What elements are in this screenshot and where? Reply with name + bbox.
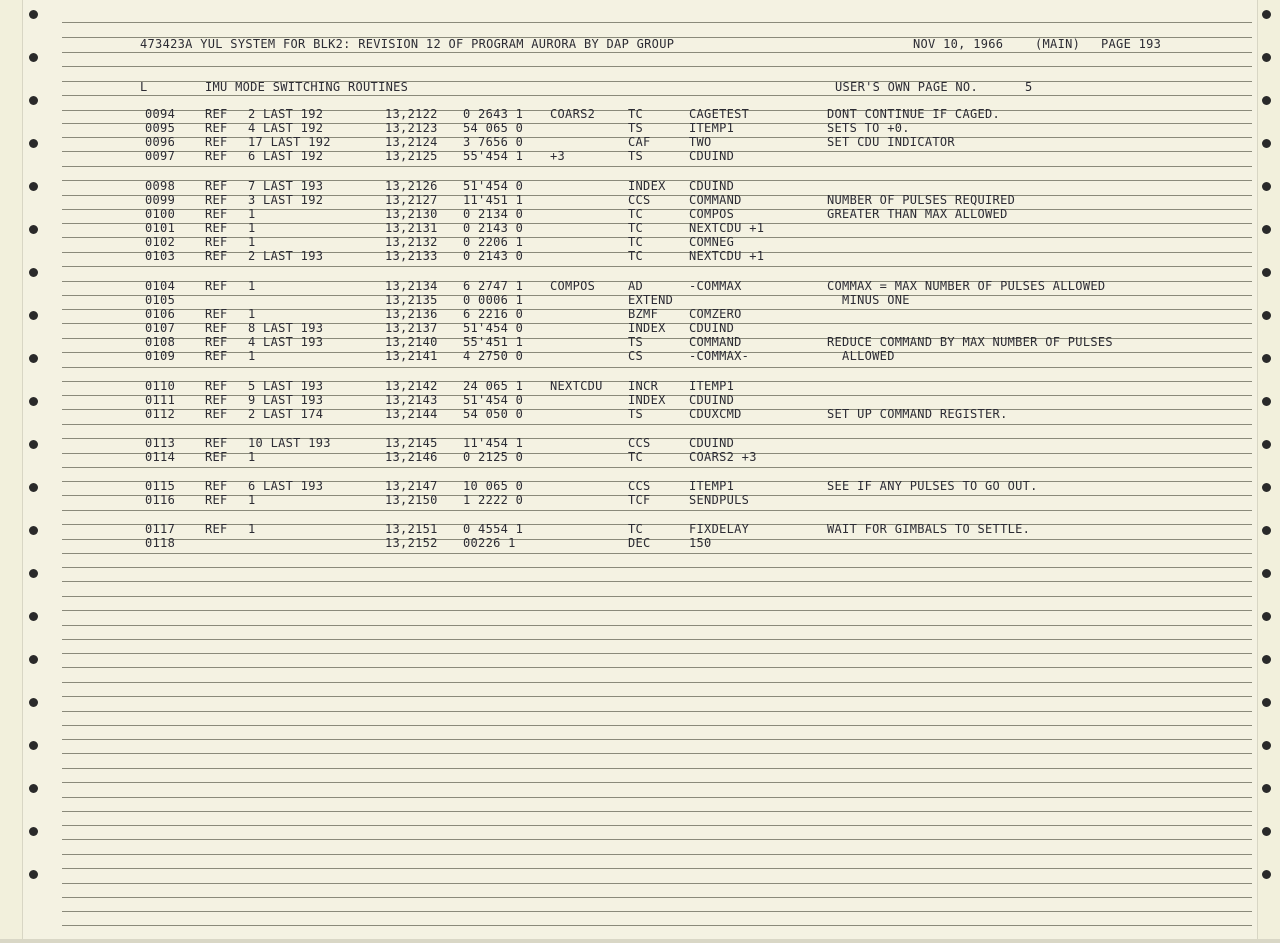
row-ref-info: 8 LAST 193: [248, 321, 324, 335]
ruled-line: [62, 266, 1252, 267]
ruled-line: [62, 897, 1252, 898]
row-operand: ITEMP1: [689, 121, 735, 135]
ruled-line: [62, 739, 1252, 740]
row-ref-marker: REF: [205, 307, 228, 321]
row-operand: TWO: [689, 135, 712, 149]
ruled-line: [62, 539, 1252, 540]
row-ref-marker: REF: [205, 393, 228, 407]
row-ref-info: 3 LAST 192: [248, 193, 324, 207]
row-ref-marker: REF: [205, 279, 228, 293]
row-address: 13,2150: [385, 493, 438, 507]
ruled-line: [62, 66, 1252, 67]
ruled-line: [62, 209, 1252, 210]
header-date: NOV 10, 1966: [913, 37, 1004, 51]
tractor-hole-right: [1262, 440, 1271, 449]
tractor-hole-right: [1262, 483, 1271, 492]
row-ref-marker: REF: [205, 121, 228, 135]
ruled-line: [62, 524, 1252, 525]
tractor-hole-right: [1262, 182, 1271, 191]
ruled-line: [62, 610, 1252, 611]
row-operand: COMMAND: [689, 335, 742, 349]
row-ref-marker: REF: [205, 149, 228, 163]
ruled-line: [62, 252, 1252, 253]
row-ref-marker: REF: [205, 522, 228, 536]
row-symbol-label: COMPOS: [550, 279, 596, 293]
tractor-hole-left: [29, 698, 38, 707]
row-opcode: EXTEND: [628, 293, 674, 307]
row-octal-code: 51'454 0: [463, 393, 524, 407]
ruled-line: [62, 596, 1252, 597]
row-ref-info: 10 LAST 193: [248, 436, 331, 450]
ruled-line: [62, 352, 1252, 353]
tractor-hole-left: [29, 827, 38, 836]
row-address: 13,2144: [385, 407, 438, 421]
ruled-line: [62, 639, 1252, 640]
row-opcode: TS: [628, 407, 644, 421]
row-comment: SETS TO +0.: [827, 121, 910, 135]
ruled-line: [62, 797, 1252, 798]
row-octal-code: 1 2222 0: [463, 493, 524, 507]
row-octal-code: 0 4554 1: [463, 522, 524, 536]
row-comment: SET UP COMMAND REGISTER.: [827, 407, 1008, 421]
ruled-line: [62, 911, 1252, 912]
tractor-hole-left: [29, 96, 38, 105]
row-operand: SENDPULS: [689, 493, 750, 507]
row-opcode: INDEX: [628, 393, 666, 407]
row-line-number: 0115: [145, 479, 176, 493]
row-address: 13,2146: [385, 450, 438, 464]
row-ref-info: 1: [248, 221, 256, 235]
row-operand: CDUIND: [689, 393, 735, 407]
row-opcode: TC: [628, 221, 644, 235]
row-line-number: 0104: [145, 279, 176, 293]
ruled-line: [62, 409, 1252, 410]
row-ref-info: 9 LAST 193: [248, 393, 324, 407]
row-address: 13,2126: [385, 179, 438, 193]
row-comment: COMMAX = MAX NUMBER OF PULSES ALLOWED: [827, 279, 1106, 293]
row-operand: -COMMAX: [689, 279, 742, 293]
row-line-number: 0114: [145, 450, 176, 464]
row-operand: COARS2 +3: [689, 450, 757, 464]
row-opcode: CCS: [628, 479, 651, 493]
tractor-hole-right: [1262, 870, 1271, 879]
ruled-line: [62, 237, 1252, 238]
row-octal-code: 0 2206 1: [463, 235, 524, 249]
ruled-line: [62, 725, 1252, 726]
row-address: 13,2143: [385, 393, 438, 407]
row-opcode: TS: [628, 335, 644, 349]
row-operand: CDUIND: [689, 321, 735, 335]
ruled-line: [62, 682, 1252, 683]
row-ref-info: 4 LAST 192: [248, 121, 324, 135]
tractor-hole-left: [29, 311, 38, 320]
tractor-hole-right: [1262, 741, 1271, 750]
ruled-line: [62, 495, 1252, 496]
ruled-line: [62, 581, 1252, 582]
row-opcode: CAF: [628, 135, 651, 149]
row-address: 13,2137: [385, 321, 438, 335]
ruled-line: [62, 367, 1252, 368]
row-opcode: TCF: [628, 493, 651, 507]
tractor-hole-left: [29, 741, 38, 750]
row-ref-info: 2 LAST 193: [248, 249, 324, 263]
row-octal-code: 54 050 0: [463, 407, 524, 421]
ruled-line: [62, 424, 1252, 425]
row-line-number: 0107: [145, 321, 176, 335]
ruled-line: [62, 883, 1252, 884]
row-ref-marker: REF: [205, 249, 228, 263]
tractor-hole-left: [29, 655, 38, 664]
row-ref-marker: REF: [205, 321, 228, 335]
row-operand: CDUIND: [689, 436, 735, 450]
row-operand: ITEMP1: [689, 379, 735, 393]
ruled-line: [62, 95, 1252, 96]
row-ref-marker: REF: [205, 479, 228, 493]
row-ref-marker: REF: [205, 450, 228, 464]
ruled-line: [62, 438, 1252, 439]
row-line-number: 0099: [145, 193, 176, 207]
row-octal-code: 11'451 1: [463, 193, 524, 207]
row-line-number: 0102: [145, 235, 176, 249]
row-ref-info: 17 LAST 192: [248, 135, 331, 149]
tractor-hole-right: [1262, 225, 1271, 234]
ruled-line: [62, 839, 1252, 840]
ruled-line: [62, 753, 1252, 754]
tractor-hole-right: [1262, 569, 1271, 578]
ruled-line: [62, 453, 1252, 454]
tractor-hole-left: [29, 53, 38, 62]
row-line-number: 0117: [145, 522, 176, 536]
ruled-line: [62, 467, 1252, 468]
row-operand: COMMAND: [689, 193, 742, 207]
tractor-hole-right: [1262, 784, 1271, 793]
ruled-line: [62, 110, 1252, 111]
row-operand: 150: [689, 536, 712, 550]
tractor-hole-right: [1262, 96, 1271, 105]
row-ref-info: 6 LAST 193: [248, 479, 324, 493]
section-marker: L: [140, 80, 148, 94]
ruled-line: [62, 811, 1252, 812]
row-opcode: TC: [628, 450, 644, 464]
row-ref-marker: REF: [205, 436, 228, 450]
ruled-line: [62, 868, 1252, 869]
row-octal-code: 0 2134 0: [463, 207, 524, 221]
ruled-line: [62, 925, 1252, 926]
row-opcode: INDEX: [628, 179, 666, 193]
tractor-hole-left: [29, 268, 38, 277]
ruled-line: [62, 768, 1252, 769]
tractor-hole-left: [29, 440, 38, 449]
tractor-hole-right: [1262, 139, 1271, 148]
row-line-number: 0097: [145, 149, 176, 163]
row-line-number: 0095: [145, 121, 176, 135]
row-address: 13,2140: [385, 335, 438, 349]
row-opcode: TC: [628, 522, 644, 536]
row-line-number: 0106: [145, 307, 176, 321]
row-line-number: 0096: [145, 135, 176, 149]
row-line-number: 0098: [145, 179, 176, 193]
row-address: 13,2152: [385, 536, 438, 550]
row-opcode: AD: [628, 279, 644, 293]
row-address: 13,2134: [385, 279, 438, 293]
row-operand: -COMMAX-: [689, 349, 750, 363]
tractor-hole-right: [1262, 526, 1271, 535]
row-ref-info: 2 LAST 192: [248, 107, 324, 121]
row-address: 13,2125: [385, 149, 438, 163]
ruled-line: [62, 22, 1252, 23]
row-octal-code: 0 2125 0: [463, 450, 524, 464]
row-opcode: CCS: [628, 436, 651, 450]
row-address: 13,2131: [385, 221, 438, 235]
row-ref-marker: REF: [205, 379, 228, 393]
row-octal-code: 51'454 0: [463, 179, 524, 193]
row-octal-code: 6 2747 1: [463, 279, 524, 293]
row-ref-marker: REF: [205, 493, 228, 507]
user-page-number: 5: [1025, 80, 1033, 94]
row-comment: WAIT FOR GIMBALS TO SETTLE.: [827, 522, 1031, 536]
tractor-hole-right: [1262, 827, 1271, 836]
row-octal-code: 55'451 1: [463, 335, 524, 349]
row-ref-marker: REF: [205, 179, 228, 193]
row-opcode: TS: [628, 121, 644, 135]
ruled-line: [62, 151, 1252, 152]
ruled-line: [62, 52, 1252, 53]
row-opcode: CCS: [628, 193, 651, 207]
tractor-hole-right: [1262, 698, 1271, 707]
tractor-hole-left: [29, 182, 38, 191]
ruled-line: [62, 137, 1252, 138]
row-address: 13,2151: [385, 522, 438, 536]
row-symbol-label: +3: [550, 149, 566, 163]
row-address: 13,2147: [385, 479, 438, 493]
row-operand: COMPOS: [689, 207, 735, 221]
row-line-number: 0113: [145, 436, 176, 450]
row-ref-marker: REF: [205, 235, 228, 249]
row-octal-code: 0 0006 1: [463, 293, 524, 307]
row-ref-marker: REF: [205, 335, 228, 349]
tractor-hole-left: [29, 10, 38, 19]
tractor-hole-right: [1262, 612, 1271, 621]
row-ref-marker: REF: [205, 193, 228, 207]
row-comment: NUMBER OF PULSES REQUIRED: [827, 193, 1016, 207]
header-mode: (MAIN): [1035, 37, 1081, 51]
row-ref-marker: REF: [205, 207, 228, 221]
tractor-hole-left: [29, 225, 38, 234]
tractor-hole-right: [1262, 397, 1271, 406]
row-comment: DONT CONTINUE IF CAGED.: [827, 107, 1001, 121]
row-octal-code: 0 2143 0: [463, 221, 524, 235]
row-octal-code: 55'454 1: [463, 149, 524, 163]
row-opcode: INDEX: [628, 321, 666, 335]
header-job-title: 473423A YUL SYSTEM FOR BLK2: REVISION 12 OF PROGRAM AURORA BY DAP GROUP: [140, 37, 675, 51]
row-address: 13,2133: [385, 249, 438, 263]
row-octal-code: 51'454 0: [463, 321, 524, 335]
ruled-line: [62, 481, 1252, 482]
row-address: 13,2124: [385, 135, 438, 149]
row-line-number: 0105: [145, 293, 176, 307]
row-octal-code: 3 7656 0: [463, 135, 524, 149]
row-address: 13,2127: [385, 193, 438, 207]
ruled-line: [62, 854, 1252, 855]
row-ref-info: 1: [248, 235, 256, 249]
row-line-number: 0112: [145, 407, 176, 421]
row-ref-info: 1: [248, 493, 256, 507]
row-octal-code: 10 065 0: [463, 479, 524, 493]
row-comment: SET CDU INDICATOR: [827, 135, 955, 149]
tractor-hole-left: [29, 397, 38, 406]
tractor-hole-right: [1262, 311, 1271, 320]
user-page-label: USER'S OWN PAGE NO.: [835, 80, 978, 94]
left-tractor-strip: [0, 0, 23, 943]
row-ref-info: 2 LAST 174: [248, 407, 324, 421]
row-operand: CDUXCMD: [689, 407, 742, 421]
page-bottom-edge: [0, 939, 1280, 943]
row-line-number: 0094: [145, 107, 176, 121]
row-opcode: TC: [628, 235, 644, 249]
row-address: 13,2130: [385, 207, 438, 221]
row-comment: MINUS ONE: [827, 293, 910, 307]
row-octal-code: 11'454 1: [463, 436, 524, 450]
tractor-hole-left: [29, 354, 38, 363]
row-ref-info: 4 LAST 193: [248, 335, 324, 349]
tractor-hole-left: [29, 139, 38, 148]
row-line-number: 0118: [145, 536, 176, 550]
tractor-hole-left: [29, 784, 38, 793]
row-address: 13,2135: [385, 293, 438, 307]
row-octal-code: 0 2143 0: [463, 249, 524, 263]
tractor-hole-right: [1262, 53, 1271, 62]
row-address: 13,2142: [385, 379, 438, 393]
tractor-hole-left: [29, 569, 38, 578]
row-comment: GREATER THAN MAX ALLOWED: [827, 207, 1008, 221]
row-ref-marker: REF: [205, 107, 228, 121]
row-ref-info: 1: [248, 349, 256, 363]
row-ref-info: 1: [248, 522, 256, 536]
row-line-number: 0101: [145, 221, 176, 235]
row-operand: FIXDELAY: [689, 522, 750, 536]
row-ref-info: 5 LAST 193: [248, 379, 324, 393]
row-opcode: TC: [628, 207, 644, 221]
row-line-number: 0110: [145, 379, 176, 393]
tractor-hole-left: [29, 870, 38, 879]
row-comment: REDUCE COMMAND BY MAX NUMBER OF PULSES: [827, 335, 1113, 349]
row-operand: CDUIND: [689, 179, 735, 193]
row-ref-marker: REF: [205, 407, 228, 421]
ruled-line: [62, 653, 1252, 654]
ruled-line: [62, 567, 1252, 568]
header-page-number: PAGE 193: [1101, 37, 1162, 51]
ruled-line: [62, 825, 1252, 826]
row-octal-code: 54 065 0: [463, 121, 524, 135]
row-line-number: 0103: [145, 249, 176, 263]
row-line-number: 0109: [145, 349, 176, 363]
ruled-line: [62, 166, 1252, 167]
row-symbol-label: NEXTCDU: [550, 379, 603, 393]
row-operand: COMZERO: [689, 307, 742, 321]
row-octal-code: 6 2216 0: [463, 307, 524, 321]
row-opcode: DEC: [628, 536, 651, 550]
row-ref-info: 7 LAST 193: [248, 179, 324, 193]
row-opcode: BZMF: [628, 307, 659, 321]
row-opcode: TC: [628, 249, 644, 263]
row-opcode: CS: [628, 349, 644, 363]
ruled-line: [62, 553, 1252, 554]
row-ref-info: 1: [248, 450, 256, 464]
row-ref-info: 6 LAST 192: [248, 149, 324, 163]
tractor-hole-right: [1262, 268, 1271, 277]
row-ref-info: 1: [248, 279, 256, 293]
row-octal-code: 00226 1: [463, 536, 516, 550]
section-title: IMU MODE SWITCHING ROUTINES: [205, 80, 409, 94]
ruled-line: [62, 625, 1252, 626]
row-octal-code: 24 065 1: [463, 379, 524, 393]
row-opcode: TC: [628, 107, 644, 121]
ruled-line: [62, 223, 1252, 224]
tractor-hole-right: [1262, 354, 1271, 363]
row-ref-info: 1: [248, 207, 256, 221]
row-ref-marker: REF: [205, 349, 228, 363]
tractor-hole-left: [29, 526, 38, 535]
row-address: 13,2122: [385, 107, 438, 121]
row-comment: ALLOWED: [827, 349, 895, 363]
row-comment: SEE IF ANY PULSES TO GO OUT.: [827, 479, 1038, 493]
row-line-number: 0108: [145, 335, 176, 349]
row-ref-info: 1: [248, 307, 256, 321]
row-operand: ITEMP1: [689, 479, 735, 493]
row-octal-code: 4 2750 0: [463, 349, 524, 363]
row-line-number: 0116: [145, 493, 176, 507]
row-opcode: TS: [628, 149, 644, 163]
row-symbol-label: COARS2: [550, 107, 596, 121]
row-line-number: 0111: [145, 393, 176, 407]
ruled-line: [62, 195, 1252, 196]
ruled-line: [62, 696, 1252, 697]
ruled-line: [62, 711, 1252, 712]
row-opcode: INCR: [628, 379, 659, 393]
row-operand: CAGETEST: [689, 107, 750, 121]
row-address: 13,2123: [385, 121, 438, 135]
tractor-hole-right: [1262, 10, 1271, 19]
row-address: 13,2132: [385, 235, 438, 249]
row-operand: COMNEG: [689, 235, 735, 249]
tractor-hole-left: [29, 612, 38, 621]
row-operand: NEXTCDU +1: [689, 249, 765, 263]
row-address: 13,2141: [385, 349, 438, 363]
row-line-number: 0100: [145, 207, 176, 221]
row-ref-marker: REF: [205, 135, 228, 149]
tractor-hole-right: [1262, 655, 1271, 664]
ruled-line: [62, 123, 1252, 124]
row-address: 13,2145: [385, 436, 438, 450]
row-operand: NEXTCDU +1: [689, 221, 765, 235]
row-ref-marker: REF: [205, 221, 228, 235]
ruled-line: [62, 667, 1252, 668]
row-address: 13,2136: [385, 307, 438, 321]
row-octal-code: 0 2643 1: [463, 107, 524, 121]
ruled-line: [62, 510, 1252, 511]
tractor-hole-left: [29, 483, 38, 492]
row-operand: CDUIND: [689, 149, 735, 163]
ruled-line: [62, 782, 1252, 783]
